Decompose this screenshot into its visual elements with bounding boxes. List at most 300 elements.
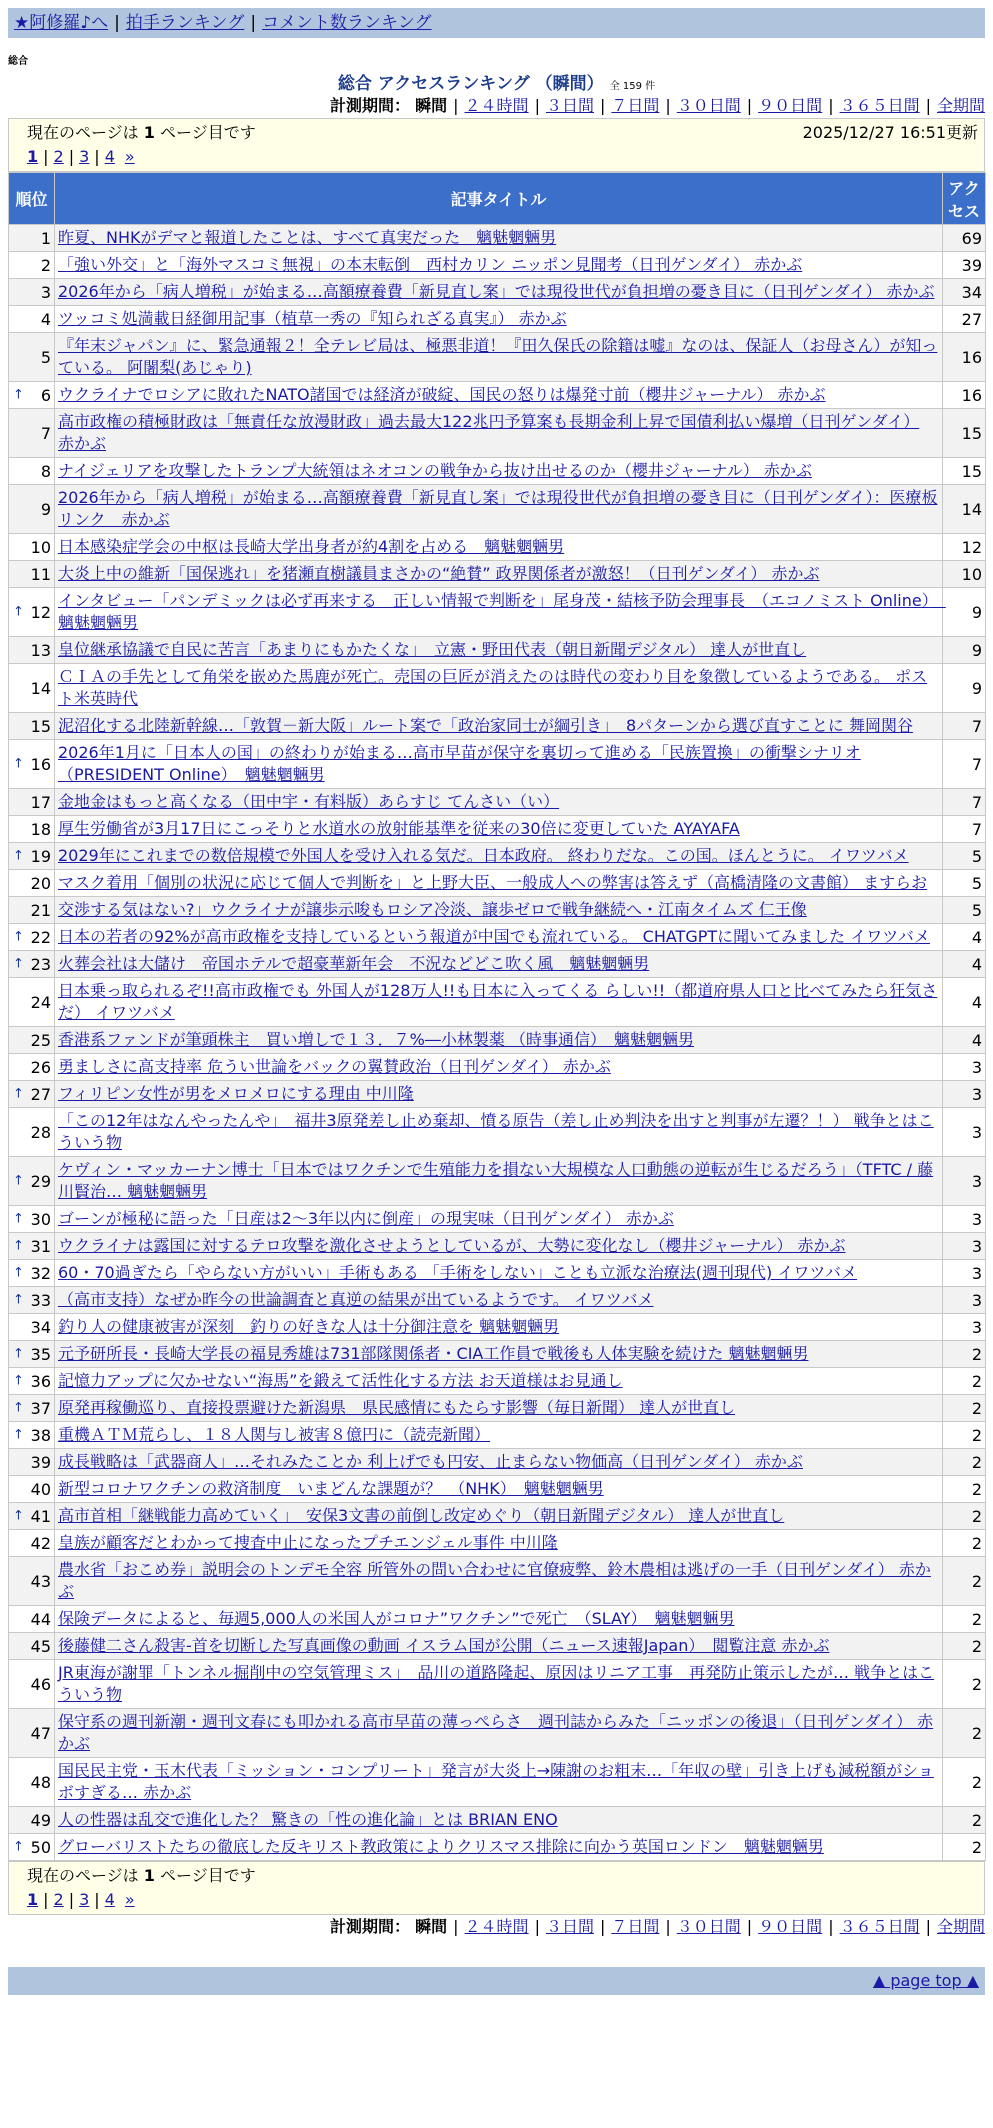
rank-number: 21 [30, 900, 51, 920]
period-90d-link[interactable]: ９０日間 [758, 96, 823, 115]
rank-number: 27 [30, 1084, 51, 1104]
access-count: 2 [943, 1341, 986, 1368]
rank-number: 20 [30, 873, 51, 893]
article-link[interactable]: 厚生労働省が3月17日にこっそりと水道水の放射能基準を従来の30倍に変更していた AYAYAFA [58, 819, 740, 838]
comment-ranking-link[interactable]: コメント数ランキング [262, 13, 432, 33]
table-row [9, 1557, 986, 1606]
article-link[interactable]: 原発再稼働巡り、直接投票避けた新潟県 県民感情にもたらす影響（毎日新聞） 達人が世直し [58, 1398, 736, 1417]
title-cell [55, 1422, 943, 1449]
page-link-3[interactable]: 3 [79, 1890, 90, 1909]
article-link[interactable]: 泥沼化する北陸新幹線…「敦賀－新大阪」ルート案で「政治家同士が綱引き」 8パターンから選び直すことに 舞岡関谷 [58, 716, 913, 735]
article-link[interactable]: 60・70過ぎたら「やらない方がいい」手術もある 「手術をしない」ことも立派な治療法(週刊現代) イワツバメ [58, 1263, 858, 1282]
rank-cell [9, 924, 55, 951]
rank-number: 28 [30, 1122, 51, 1142]
rank-number: 10 [30, 537, 51, 557]
table-row [9, 1027, 986, 1054]
title-cell [55, 1807, 943, 1834]
article-link[interactable]: 人の性器は乱交で進化した？ 驚きの「性の進化論」とは BRIAN ENO [58, 1810, 558, 1829]
rank-cell [9, 382, 55, 409]
access-count: 14 [943, 485, 986, 534]
rank-number: 3 [40, 282, 51, 302]
period-90d-link[interactable]: ９０日間 [758, 1917, 823, 1936]
period-current: 瞬間 [415, 96, 448, 115]
article-link[interactable]: JR東海が謝罪「トンネル掘削中の空気管理ミス」 品川の道路隆起、原因はリニア工事 再発防止策示したが… 戦争とはこういう物 [58, 1663, 935, 1704]
rank-up-arrow-icon: ↑ [13, 1839, 24, 1855]
title-cell [55, 1449, 943, 1476]
rank-number: 42 [30, 1533, 51, 1553]
rank-cell [9, 1081, 55, 1108]
period-365d-link[interactable]: ３６５日間 [839, 1917, 920, 1936]
rank-number: 31 [30, 1236, 51, 1256]
rank-number: 24 [30, 992, 51, 1012]
table-row [9, 664, 986, 713]
rank-cell [9, 1054, 55, 1081]
access-count: 5 [943, 897, 986, 924]
article-link[interactable]: 保守系の週刊新潮・週刊文春にも叩かれる高市早苗の薄っぺらさ 週刊誌からみた「ニッポンの後退」（日刊ゲンダイ） 赤かぶ [58, 1712, 934, 1753]
rank-cell [9, 1449, 55, 1476]
article-link[interactable]: ケヴィン・マッカーナン博士「日本ではワクチンで生殖能力を損ない大規模な人口動態の逆転が生じるだろう」（TFTC / 藤川賢治… 魑魅魍魎男 [58, 1160, 934, 1201]
rank-up-arrow-icon: ↑ [13, 1400, 24, 1416]
article-link[interactable]: 新型コロナワクチンの救済制度 いまどんな課題が？ （NHK） 魑魅魍魎男 [58, 1479, 604, 1498]
article-link[interactable]: 昨夏、NHKがデマと報道したことは、すべて真実だった 魑魅魍魎男 [58, 228, 557, 247]
asyura-home-link[interactable]: ★阿修羅♪へ [14, 13, 109, 33]
rank-number: 11 [30, 564, 51, 584]
article-link[interactable]: （高市支持）なぜか昨今の世論調査と真逆の結果が出ているようです。 イワツバメ [58, 1290, 654, 1309]
access-count: 3 [943, 1081, 986, 1108]
ranking-table [8, 172, 986, 1861]
article-link[interactable]: 重機ＡＴＭ荒らし、１８人関与し被害８億円に（読売新聞） [58, 1425, 491, 1444]
rank-number: 45 [30, 1636, 51, 1656]
access-count: 9 [943, 664, 986, 713]
period-3d-link[interactable]: ３日間 [545, 1917, 594, 1936]
rank-cell [9, 1108, 55, 1157]
title-cell [55, 306, 943, 333]
title-cell [55, 1476, 943, 1503]
article-link[interactable]: ツッコミ処満載日経御用記事（植草一秀の『知られざる真実』） 赤かぶ [58, 309, 567, 328]
article-link[interactable]: 勇ましさに高支持率 危うい世論をバックの翼賛政治（日刊ゲンダイ） 赤かぶ [58, 1057, 611, 1076]
table-row [9, 382, 986, 409]
page-top-link[interactable]: ▲ page top ▲ [872, 1971, 979, 1990]
table-row [9, 1422, 986, 1449]
period-24h-link[interactable]: ２４時間 [464, 1917, 529, 1936]
article-link[interactable]: 日本感染症学会の中枢は長崎大学出身者が約4割を占める 魑魅魍魎男 [58, 537, 565, 556]
title-cell [55, 1395, 943, 1422]
footer-bar [8, 1967, 985, 1995]
rank-up-arrow-icon: ↑ [13, 1373, 24, 1389]
access-count: 34 [943, 279, 986, 306]
article-link[interactable]: ナイジェリアを攻撃したトランプ大統領はネオコンの戦争から抜け出せるのか（櫻井ジャーナル） 赤かぶ [58, 461, 812, 480]
rank-number: 15 [30, 716, 51, 736]
rank-number: 46 [30, 1674, 51, 1694]
article-link[interactable]: 「この12年はなんやったんや」 福井3原発差し止め棄却、憤る原告（差し止め判決を出すと判事が左遷？！） 戦争とはこういう物 [58, 1111, 934, 1152]
page-link-2[interactable]: 2 [53, 147, 64, 166]
article-link[interactable]: 交渉する気はない?」ウクライナが譲歩示唆もロシア冷淡、譲歩ゼロで戦争継続へ・江南タイムズ 仁王像 [58, 900, 807, 919]
article-link[interactable]: 元予研所長・長崎大学長の福見秀雄は731部隊関係者・CIA工作員で戦後も人体実験を続けた 魑魅魍魎男 [58, 1344, 809, 1363]
title-cell [55, 1314, 943, 1341]
table-row [9, 1476, 986, 1503]
title-cell [55, 1287, 943, 1314]
table-row [9, 1660, 986, 1709]
title-cell [55, 740, 943, 789]
rank-number: 47 [30, 1723, 51, 1743]
table-row [9, 1530, 986, 1557]
rank-number: 38 [30, 1425, 51, 1445]
title-cell [55, 252, 943, 279]
rank-cell [9, 1807, 55, 1834]
title-cell [55, 843, 943, 870]
table-row [9, 1157, 986, 1206]
access-count: 39 [943, 252, 986, 279]
article-link[interactable]: 2026年から「病人増税」が始まる…高額療養費「新見直し案」では現役世代が負担増の憂き目に（日刊ゲンダイ） 赤かぶ [58, 282, 935, 301]
rank-up-arrow-icon: ↑ [13, 956, 24, 972]
page-link-1[interactable]: 1 [27, 1890, 39, 1909]
title-cell [55, 1660, 943, 1709]
access-count: 9 [943, 637, 986, 664]
title-cell [55, 382, 943, 409]
access-count: 3 [943, 1206, 986, 1233]
rank-up-arrow-icon: ↑ [13, 604, 24, 620]
access-count: 2 [943, 1449, 986, 1476]
access-count: 3 [943, 1054, 986, 1081]
period-label: 計測期間： [330, 1917, 411, 1936]
article-link[interactable]: 国民民主党・玉木代表「ミッション・コンプリート」発言が大炎上→陳謝のお粗末…「年収の壁」引き上げも減税額がショボすぎる… 赤かぶ [58, 1761, 934, 1802]
title-cell [55, 409, 943, 458]
article-link[interactable]: 記憶力アップに欠かせない“海馬”を鍛えて活性化する方法 お天道様はお見通し [58, 1371, 623, 1390]
rank-cell [9, 1027, 55, 1054]
access-count: 7 [943, 740, 986, 789]
page-link-4[interactable]: 4 [104, 147, 115, 166]
article-link[interactable]: ウクライナでロシアに敗れたNATO諸国では経済が破綻、国民の怒りは爆発寸前（櫻井ジャーナル） 赤かぶ [58, 385, 826, 404]
title-cell [55, 588, 946, 637]
page-title [8, 69, 985, 94]
access-count: 4 [943, 951, 986, 978]
rank-up-arrow-icon: ↑ [13, 1265, 24, 1281]
access-count: 2 [943, 1368, 986, 1395]
title-cell [55, 1233, 943, 1260]
title-cell [55, 1027, 943, 1054]
rank-number: 19 [30, 846, 51, 866]
rank-up-arrow-icon: ↑ [13, 1508, 24, 1524]
rank-cell [9, 1557, 55, 1606]
access-count: 4 [943, 1027, 986, 1054]
title-cell [55, 1834, 943, 1861]
current-page-text-bottom: 現在のページは 1 ページ目です [27, 1866, 256, 1885]
table-row [9, 637, 986, 664]
title-cell [55, 978, 943, 1027]
access-count: 9 [943, 588, 986, 637]
table-row [9, 1395, 986, 1422]
article-link[interactable]: 「強い外交」と「海外マスコミ無視」の本末転倒 西村カリン ニッポン見聞考（日刊ゲンダイ） 赤かぶ [58, 255, 803, 274]
table-row [9, 1503, 986, 1530]
title-cell [55, 561, 943, 588]
article-link[interactable]: 釣り人の健康被害が深刻 釣りの好きな人は十分御注意を 魑魅魍魎男 [58, 1317, 560, 1336]
title-cell [55, 485, 943, 534]
rank-cell [9, 252, 55, 279]
access-count: 2 [943, 1422, 986, 1449]
nav-separator: | [114, 13, 120, 33]
table-row [9, 1081, 986, 1108]
title-cell [55, 1633, 943, 1660]
title-cell [55, 1368, 943, 1395]
access-count: 2 [943, 1660, 986, 1709]
table-row [9, 713, 986, 740]
article-link[interactable]: ウクライナは露国に対するテロ攻撃を激化させようとしているが、大勢に変化なし（櫻井ジャーナル） 赤かぶ [58, 1236, 846, 1255]
period-24h-link[interactable]: ２４時間 [464, 96, 529, 115]
title-cell [55, 789, 943, 816]
rank-up-arrow-icon: ↑ [13, 1086, 24, 1102]
rank-number: 7 [40, 423, 51, 443]
period-all-link[interactable]: 全期間 [936, 1917, 985, 1936]
rank-cell [9, 1341, 55, 1368]
rank-number: 16 [30, 754, 51, 774]
access-count: 7 [943, 713, 986, 740]
rank-up-arrow-icon: ↑ [13, 1292, 24, 1308]
article-link[interactable]: 日本乗っ取られるぞ!!高市政権でも 外国人が128万人!!も日本に入ってくる らしい!!（都道府県人口と比べてみたら狂気さだ） イワツバメ [58, 981, 938, 1022]
article-link[interactable]: 高市政権の積極財政は「無責任な放漫財政」過去最大122兆円予算案も長期金利上昇で国債利払い爆増（日刊ゲンダイ） 赤かぶ [58, 412, 920, 453]
title-cell [55, 458, 943, 485]
article-link[interactable]: 後藤健二さん殺害-首を切断した写真画像の動画 イスラム国が公開（ニュース速報Japan） 閲覧注意 赤かぶ [58, 1636, 830, 1655]
rank-cell [9, 951, 55, 978]
rank-cell [9, 978, 55, 1027]
rank-number: 35 [30, 1344, 51, 1364]
rank-cell [9, 1157, 55, 1206]
rank-number: 14 [30, 678, 51, 698]
rank-cell [9, 1233, 55, 1260]
table-row [9, 740, 986, 789]
section-label: 総合 [8, 56, 28, 67]
article-link[interactable]: インタビュー「パンデミックは必ず再来する 正しい情報で判断を」尾身茂・結核予防会理事長 （エコノミスト Online） 魑魅魍魎男 [58, 591, 946, 632]
access-count: 4 [943, 924, 986, 951]
rank-cell [9, 1260, 55, 1287]
period-30d-link[interactable]: ３０日間 [676, 1917, 741, 1936]
article-link[interactable]: ＣＩＡの手先として角栄を嵌めた馬鹿が死亡。売国の巨匠が消えたのは時代の変わり目を象徴しているようである。 ポスト米英時代 [58, 667, 928, 708]
rank-number: 40 [30, 1479, 51, 1499]
access-count: 2 [943, 1834, 986, 1861]
rank-number: 9 [40, 499, 51, 519]
title-cell [55, 1606, 943, 1633]
article-link[interactable]: マスク着用「個別の状況に応じて個人で判断を」と上野大臣、一般成人への弊害は答えず（高橋清隆の文書館） ますらお [58, 873, 928, 892]
table-row [9, 816, 986, 843]
table-row [9, 1233, 986, 1260]
table-row [9, 1108, 986, 1157]
rank-cell [9, 534, 55, 561]
rank-up-arrow-icon: ↑ [13, 1346, 24, 1362]
rank-cell [9, 1758, 55, 1807]
rank-cell [9, 1633, 55, 1660]
table-row [9, 279, 986, 306]
article-link[interactable]: 2026年1月に「日本人の国」の終わりが始まる…高市早苗が保守を裏切って進める「民族置換」の衝撃シナリオ （PRESIDENT Online） 魑魅魍魎男 [58, 743, 861, 784]
rank-up-arrow-icon: ↑ [13, 1238, 24, 1254]
rank-cell [9, 816, 55, 843]
rank-number: 43 [30, 1571, 51, 1591]
rank-cell [9, 789, 55, 816]
header-access: アクセス [943, 173, 986, 225]
period-7d-link[interactable]: ７日間 [611, 1917, 660, 1936]
rank-cell [9, 1422, 55, 1449]
table-row [9, 409, 986, 458]
rank-number: 12 [30, 602, 51, 622]
article-link[interactable]: 成長戦略は「武器商人」…それみたことか 利上げでも円安、止まらない物価高（日刊ゲンダイ） 赤かぶ [58, 1452, 803, 1471]
article-link[interactable]: 金地金はもっと高くなる（田中宇・有料版）あらすじ てんさい（い） [58, 792, 560, 811]
table-row [9, 978, 986, 1027]
period-30d-link[interactable]: ３０日間 [676, 96, 741, 115]
title-cell [55, 279, 943, 306]
access-count: 5 [943, 843, 986, 870]
table-row [9, 1807, 986, 1834]
period-current: 瞬間 [415, 1917, 448, 1936]
access-count: 15 [943, 458, 986, 485]
rank-cell [9, 1368, 55, 1395]
article-link[interactable]: 高市首相「継戦能力高めていく」 安保3文書の前倒し改定めぐり（朝日新聞デジタル） 達人が世直し [58, 1506, 785, 1525]
period-365d-link[interactable]: ３６５日間 [839, 96, 920, 115]
rank-cell [9, 1314, 55, 1341]
period-3d-link[interactable]: ３日間 [545, 96, 594, 115]
article-link[interactable]: フィリピン女性が男をメロメロにする理由 中川隆 [58, 1084, 414, 1103]
period-selector-top: 計測期間： 瞬間 | ２４時間 | ３日間 | ７日間 | ３０日間 | ９０日間 | ３６５日間 | 全期間 [330, 96, 985, 115]
article-link[interactable]: 日本の若者の92%が高市政権を支持しているという報道が中国でも流れている。 CHATGPTに聞いてみました イワツバメ [58, 927, 930, 946]
title-cell [55, 713, 943, 740]
access-count: 4 [943, 978, 986, 1027]
next-page-link[interactable]: » [124, 147, 135, 166]
article-link[interactable]: 皇族が顧客だとわかって捜査中止になったプチエンジェル事件 中川隆 [58, 1533, 558, 1552]
rank-number: 33 [30, 1290, 51, 1310]
rank-number: 39 [30, 1452, 51, 1472]
table-row [9, 843, 986, 870]
access-count: 2 [943, 1476, 986, 1503]
title-cell [55, 1108, 943, 1157]
title-cell [55, 1260, 943, 1287]
table-row [9, 252, 986, 279]
rank-cell [9, 740, 55, 789]
title-cell [55, 1081, 943, 1108]
access-count: 16 [943, 382, 986, 409]
access-count: 3 [943, 1314, 986, 1341]
period-all-link[interactable]: 全期間 [936, 96, 985, 115]
rank-number: 5 [40, 347, 51, 367]
current-page-text: 現在のページは 1 ページ目です [27, 123, 256, 142]
article-link[interactable]: 火葬会社は大儲け 帝国ホテルで超豪華新年会 不況などどこ吹く風 魑魅魍魎男 [58, 954, 650, 973]
table-row [9, 534, 986, 561]
page-link-2[interactable]: 2 [53, 1890, 64, 1909]
table-row [9, 561, 986, 588]
title-cell [55, 1206, 943, 1233]
page-links: 1 | 2 | 3 | 4 » [27, 147, 135, 166]
rank-up-arrow-icon: ↑ [13, 1427, 24, 1443]
table-row [9, 1709, 986, 1758]
access-count: 2 [943, 1530, 986, 1557]
table-row [9, 870, 986, 897]
article-link[interactable]: 2026年から「病人増税」が始まる…高額療養費「新見直し案」では現役世代が負担増の憂き目に（日刊ゲンダイ）：医療板リンク 赤かぶ [58, 488, 938, 529]
rank-number: 2 [40, 255, 51, 275]
article-link[interactable]: 農水省「おこめ券」説明会のトンデモ全容 所管外の問い合わせに官僚疲弊、鈴木農相は逃げの一手（日刊ゲンダイ） 赤かぶ [58, 1560, 931, 1601]
period-7d-link[interactable]: ７日間 [611, 96, 660, 115]
rank-cell [9, 561, 55, 588]
next-page-link[interactable]: » [124, 1890, 135, 1909]
table-row [9, 333, 986, 382]
table-row [9, 225, 986, 252]
rank-cell [9, 1476, 55, 1503]
table-row [9, 789, 986, 816]
article-link[interactable]: 皇位継承協議で自民に苦言「あまりにもかたくな」 立憲・野田代表（朝日新聞デジタル） 達人が世直し [58, 640, 807, 659]
article-link[interactable]: グローバリストたちの徹底した反キリスト教政策によりクリスマス排除に向かう英国ロンドン 魑魅魍魎男 [58, 1837, 824, 1856]
access-count: 7 [943, 789, 986, 816]
table-row [9, 1606, 986, 1633]
table-row [9, 1758, 986, 1807]
page-link-3[interactable]: 3 [79, 147, 90, 166]
rank-cell [9, 1206, 55, 1233]
table-row [9, 897, 986, 924]
table-row [9, 924, 986, 951]
article-link[interactable]: 大炎上中の維新「国保逃れ」を猪瀬直樹議員まさかの“絶賛” 政界関係者が激怒！（日刊ゲンダイ） 赤かぶ [58, 564, 820, 583]
title-cell [55, 1530, 943, 1557]
page-link-1[interactable]: 1 [27, 147, 39, 166]
rank-number: 4 [40, 309, 51, 329]
table-row [9, 1287, 986, 1314]
pager-bottom [8, 1861, 985, 1915]
table-row [9, 458, 986, 485]
rank-number: 23 [30, 954, 51, 974]
rank-cell [9, 225, 55, 252]
title-cell [55, 1341, 943, 1368]
article-link[interactable]: ゴーンが極秘に語った「日産は2〜3年以内に倒産」の現実味（日刊ゲンダイ） 赤かぶ [58, 1209, 674, 1228]
access-count: 3 [943, 1108, 986, 1157]
rank-cell [9, 637, 55, 664]
access-count: 10 [943, 561, 986, 588]
title-cell [55, 924, 943, 951]
table-row [9, 1206, 986, 1233]
article-link[interactable]: 保険データによると、毎週5,000人の米国人がコロナ”ワクチン”で死亡 （SLAY） 魑魅魍魎男 [58, 1609, 735, 1628]
rank-number: 22 [30, 927, 51, 947]
rank-number: 37 [30, 1398, 51, 1418]
rank-cell [9, 713, 55, 740]
period-label: 計測期間： [330, 96, 411, 115]
article-link[interactable]: 『年末ジャパン』に、緊急通報２！全テレビ局は、極悪非道！『田久保氏の除籍は嘘』なのは、保証人（お母さん）が知っている。 阿闍梨(あじゃり) [58, 336, 938, 377]
applause-ranking-link[interactable]: 拍手ランキング [125, 13, 245, 33]
article-link[interactable]: 香港系ファンドが筆頭株主 買い増しで１３．７%―小林製薬 （時事通信） 魑魅魍魎男 [58, 1030, 694, 1049]
rank-number: 26 [30, 1057, 51, 1077]
title-cell [55, 333, 943, 382]
ranking-rows [9, 225, 986, 1861]
rank-cell [9, 1709, 55, 1758]
table-row [9, 1260, 986, 1287]
rank-number: 1 [40, 228, 51, 248]
page-link-4[interactable]: 4 [104, 1890, 115, 1909]
updated-time: 2025/12/27 16:51更新 [802, 123, 978, 142]
title-cell [55, 664, 943, 713]
rank-cell [9, 485, 55, 534]
article-link[interactable]: 2029年にこれまでの数倍規模で外国人を受け入れる気だ。日本政府。 終わりだな。この国。ほんとうに。 イワツバメ [58, 846, 909, 865]
pager-top [8, 118, 985, 172]
rank-cell [9, 458, 55, 485]
access-count: 12 [943, 534, 986, 561]
title-cell [55, 1709, 943, 1758]
header-title: 記事タイトル [55, 173, 943, 225]
rank-number: 32 [30, 1263, 51, 1283]
ranking-title: 総合 アクセスランキング （瞬間） [337, 74, 604, 94]
total-count: 全 159 件 [609, 81, 656, 92]
access-count: 3 [943, 1287, 986, 1314]
table-row [9, 1633, 986, 1660]
access-count: 2 [943, 1606, 986, 1633]
title-cell [55, 534, 943, 561]
access-count: 27 [943, 306, 986, 333]
rank-cell [9, 279, 55, 306]
rank-number: 50 [30, 1837, 51, 1857]
rank-number: 44 [30, 1609, 51, 1629]
access-count: 3 [943, 1260, 986, 1287]
rank-number: 48 [30, 1772, 51, 1792]
access-count: 3 [943, 1157, 986, 1206]
